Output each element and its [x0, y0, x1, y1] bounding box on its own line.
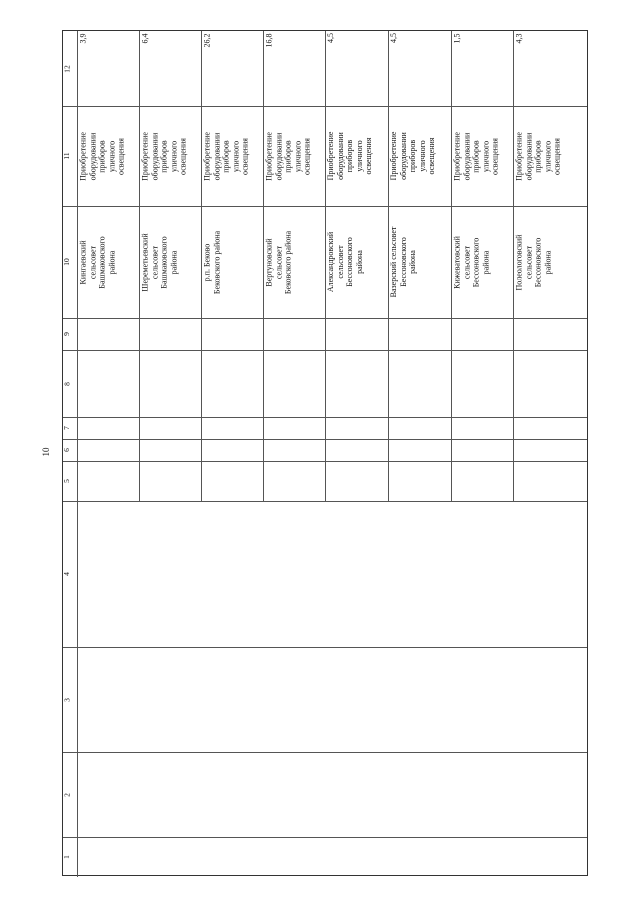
activity-text-line: освещения: [490, 137, 500, 175]
column-number-line: 10: [62, 258, 71, 266]
settlement-name-line: р.п. Беково: [202, 243, 211, 281]
settlement-name-line: Бековского района: [211, 230, 221, 294]
column-number-line: 12: [62, 64, 71, 73]
settlement-name-line: района: [354, 250, 364, 274]
amount-value: [389, 33, 451, 93]
amount-value-line: 3,9: [78, 33, 87, 43]
column-number: [63, 752, 77, 837]
activity-text: [78, 108, 139, 204]
activity-text-line: освещения: [178, 137, 188, 175]
amount-value: [514, 33, 587, 93]
activity-text-line: Приобретение: [78, 131, 87, 181]
column-divider: [63, 837, 587, 838]
activity-text-line: оборудовании: [149, 132, 159, 180]
column-number-line: 11: [62, 152, 71, 160]
settlement-name-line: Бековского района: [283, 230, 293, 294]
activity-text-line: Приобретение: [264, 131, 273, 181]
activity-text-line: Приобретение: [326, 131, 335, 181]
column-number: [63, 106, 77, 206]
activity-text-line: оборудовании: [461, 132, 471, 180]
column-number: [63, 647, 77, 752]
settlement-name-line: сельсовет: [335, 245, 345, 279]
settlement-name-line: Кингаевский: [78, 240, 87, 285]
settlement-name: [452, 208, 513, 316]
activity-text-line: освещения: [427, 137, 437, 175]
settlement-name-line: Бессоновского: [471, 237, 481, 287]
activity-text-line: уличного: [168, 140, 178, 172]
column-divider: [63, 752, 587, 753]
column-number-line: 4: [62, 572, 71, 576]
settlement-name-line: сельсовет: [523, 245, 533, 279]
activity-text-line: освещения: [302, 137, 312, 175]
activity-text-line: уличного: [106, 140, 116, 172]
column-number-line: 2: [62, 792, 71, 797]
settlement-name-line: Александровский: [326, 231, 335, 293]
settlement-name-line: Бессоновского: [398, 237, 408, 287]
settlement-name: [326, 208, 388, 316]
settlement-name-line: района: [168, 250, 178, 274]
activity-text: [264, 108, 325, 204]
column-number: [63, 439, 77, 461]
activity-text: [514, 108, 587, 204]
column-number-line: 3: [62, 697, 71, 702]
activity-text: [326, 108, 388, 204]
amount-value: [140, 33, 201, 93]
activity-text-line: уличного: [542, 140, 552, 172]
activity-text: [140, 108, 201, 204]
column-number: [63, 350, 77, 417]
activity-text-line: приборов: [408, 139, 418, 173]
activity-text-line: оборудовании: [523, 132, 533, 180]
amount-value: [78, 33, 139, 93]
amount-value-line: 6,4: [140, 33, 149, 43]
settlement-name-line: района: [408, 250, 418, 274]
settlement-name-line: Башмаковского: [159, 235, 169, 289]
settlement-name-line: сельсовет: [461, 245, 471, 279]
activity-text-line: приборов: [159, 139, 169, 173]
settlement-name: [514, 208, 587, 316]
amount-value: [264, 33, 325, 93]
settlement-name: [264, 208, 325, 316]
settlement-name-line: Бессоновского: [345, 237, 355, 287]
settlement-name: [389, 208, 451, 316]
settlement-name-line: Бессоновского: [533, 237, 543, 287]
rotated-table: [62, 30, 588, 876]
activity-text-line: Приобретение: [202, 131, 211, 181]
activity-text: [202, 108, 263, 204]
activity-text-line: Приобретение: [452, 131, 461, 181]
activity-text-line: приборов: [97, 139, 107, 173]
activity-text-line: освещения: [240, 137, 250, 175]
settlement-name: [78, 208, 139, 316]
column-number-line: 7: [62, 426, 71, 430]
activity-text-line: Приобретение: [514, 131, 523, 181]
settlement-name-line: Полеологовский: [514, 234, 523, 290]
column-divider: [63, 647, 587, 648]
amount-value-line: 4,5: [389, 33, 398, 43]
settlement-name-line: Кижеватовский: [452, 235, 461, 289]
settlement-name: [140, 208, 201, 316]
settlement-name-line: района: [542, 250, 552, 274]
activity-text-line: освещения: [364, 137, 374, 175]
activity-text: [389, 108, 451, 204]
settlement-name-line: Вазерский сельсовет: [389, 226, 398, 298]
amount-value-line: 4,3: [514, 33, 523, 43]
amount-value-line: 1,5: [452, 33, 461, 43]
settlement-name-line: Шереметьевский: [140, 232, 149, 292]
settlement-name-line: района: [480, 250, 490, 274]
column-number: [63, 837, 77, 877]
activity-text-line: освещения: [552, 137, 562, 175]
settlement-name-line: Вертуновский: [264, 237, 273, 287]
activity-text-line: приборов: [283, 139, 293, 173]
column-number-line: 1: [62, 855, 71, 859]
activity-text-line: оборудовании: [211, 132, 221, 180]
activity-text-line: уличного: [354, 140, 364, 172]
settlement-name-line: Башмаковского: [97, 235, 107, 289]
activity-text-line: уличного: [480, 140, 490, 172]
settlement-name: [202, 208, 263, 316]
activity-text-line: уличного: [417, 140, 427, 172]
column-number: [63, 31, 77, 106]
settlement-name-line: сельсовет: [149, 245, 159, 279]
activity-text-line: уличного: [292, 140, 302, 172]
amount-value: [452, 33, 513, 93]
column-number-line: 6: [62, 448, 71, 452]
activity-text-line: оборудовании: [335, 132, 345, 180]
column-number: [63, 318, 77, 350]
column-number: [63, 501, 77, 647]
settlement-name-line: района: [106, 250, 116, 274]
activity-text-line: приборов: [345, 139, 355, 173]
column-number: [63, 417, 77, 439]
activity-text: [452, 108, 513, 204]
activity-text-line: приборов: [221, 139, 231, 173]
page-number: 10: [41, 447, 51, 457]
activity-text-line: оборудовании: [87, 132, 97, 180]
amount-value-line: 26,2: [202, 33, 211, 47]
activity-text-line: оборудовании: [273, 132, 283, 180]
activity-text-line: оборудовании: [398, 132, 408, 180]
column-number: [63, 206, 77, 318]
amount-value-line: 4,5: [326, 33, 335, 43]
column-number-line: 5: [62, 479, 71, 483]
activity-text-line: освещения: [116, 137, 126, 175]
activity-text-line: Приобретение: [389, 131, 398, 181]
activity-text-line: приборов: [471, 139, 481, 173]
amount-value-line: 16,8: [264, 33, 273, 47]
settlement-name-line: сельсовет: [273, 245, 283, 279]
amount-value: [202, 33, 263, 93]
column-number: [63, 461, 77, 501]
activity-text-line: Приобретение: [140, 131, 149, 181]
settlement-name-line: сельсовет: [87, 245, 97, 279]
activity-text-line: приборов: [533, 139, 543, 173]
column-number-line: 9: [62, 332, 71, 336]
column-divider: [63, 501, 587, 502]
column-number-line: 8: [62, 381, 71, 386]
activity-text-line: уличного: [230, 140, 240, 172]
amount-value: [326, 33, 388, 93]
